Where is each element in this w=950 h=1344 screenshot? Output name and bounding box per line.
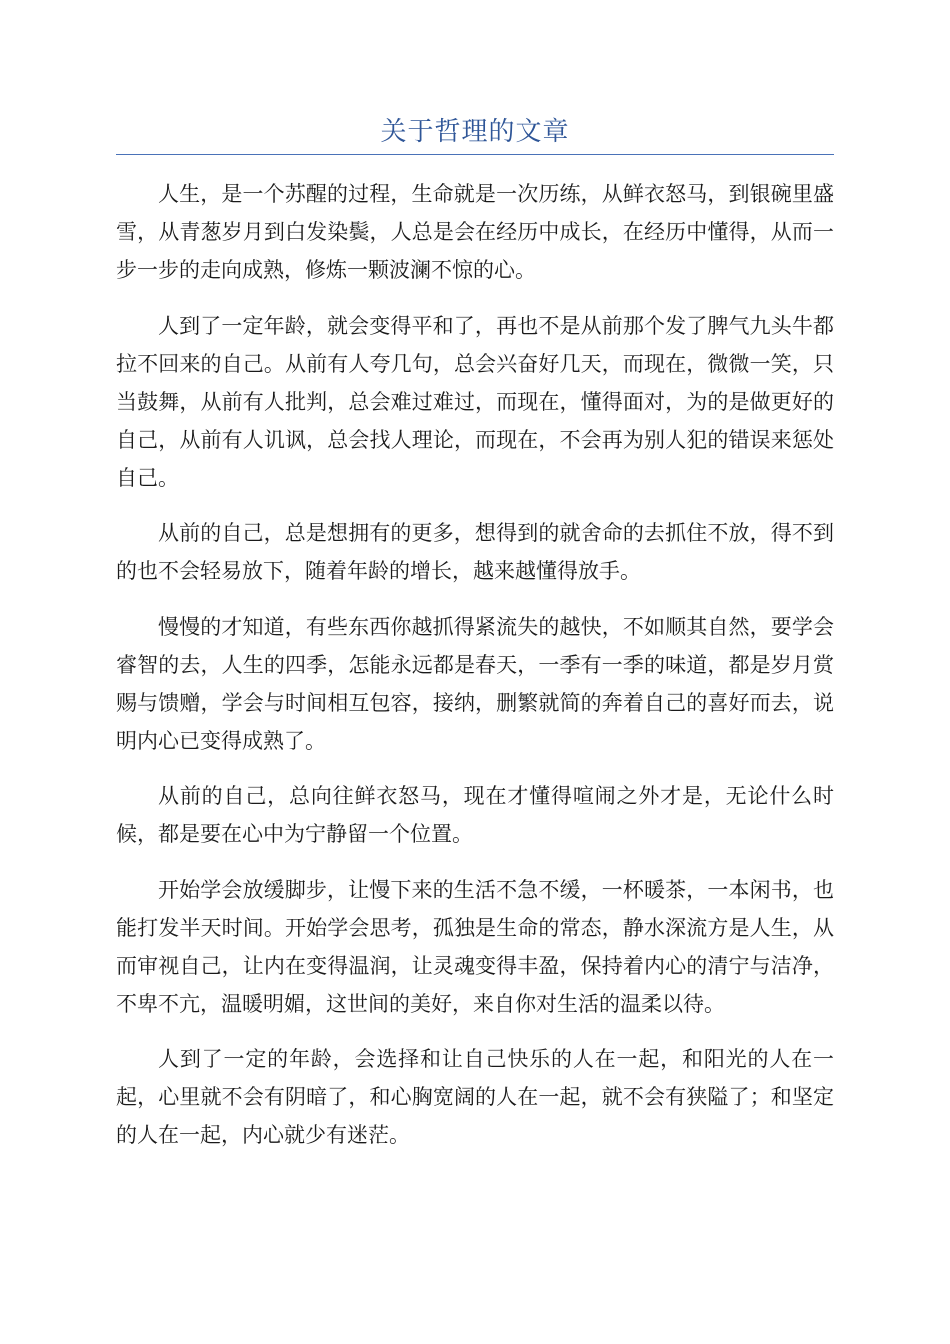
paragraph-6: 开始学会放缓脚步，让慢下来的生活不急不缓，一杯暖茶，一本闲书，也能打发半天时间。开始学会思考，孤独是生命的常态，静水深流方是人生，从而审视自己，让内在变得温润，让灵魂变得丰盈，保持着内心的清宁与洁净，不卑不亢，温暖明媚，这世间的美好，来自你对生活的温柔以待。 [116,877,834,1016]
paragraph-3: 从前的自己，总是想拥有的更多，想得到的就舍命的去抓住不放，得不到的也不会轻易放下，随着年龄的增长，越来越懂得放手。 [116,521,834,583]
title-underline [116,154,834,155]
paragraph-5: 从前的自己，总向往鲜衣怒马，现在才懂得喧闹之外才是，无论什么时候，都是要在心中为宁静留一个位置。 [116,784,834,846]
document-title: 关于哲理的文章 [380,117,570,147]
paragraph-4: 慢慢的才知道，有些东西你越抓得紧流失的越快，不如顺其自然，要学会睿智的去，人生的四季，怎能永远都是春天，一季有一季的味道，都是岁月赏赐与馈赠，学会与时间相互包容，接纳，删繁就简的奔着自己的喜好而去，说明内心已变得成熟了。 [116,614,834,753]
paragraph-2: 人到了一定年龄，就会变得平和了，再也不是从前那个发了脾气九头牛都拉不回来的自己。从前有人夸几句，总会兴奋好几天，而现在，微微一笑，只当鼓舞，从前有人批判，总会难过难过，而现在，懂得面对，为的是做更好的自己，从前有人讥讽，总会找人理论，而现在，不会再为别人犯的错误来惩处自己。 [116,313,834,490]
document-body [116,175,834,1172]
paragraph-7: 人到了一定的年龄，会选择和让自己快乐的人在一起，和阳光的人在一起，心里就不会有阴暗了，和心胸宽阔的人在一起，就不会有狭隘了；和坚定的人在一起，内心就少有迷茫。 [116,1047,834,1147]
paragraph-1: 人生，是一个苏醒的过程，生命就是一次历练，从鲜衣怒马，到银碗里盛雪，从青葱岁月到白发染鬓，人总是会在经历中成长，在经历中懂得，从而一步一步的走向成熟，修炼一颗波澜不惊的心。 [116,182,834,282]
